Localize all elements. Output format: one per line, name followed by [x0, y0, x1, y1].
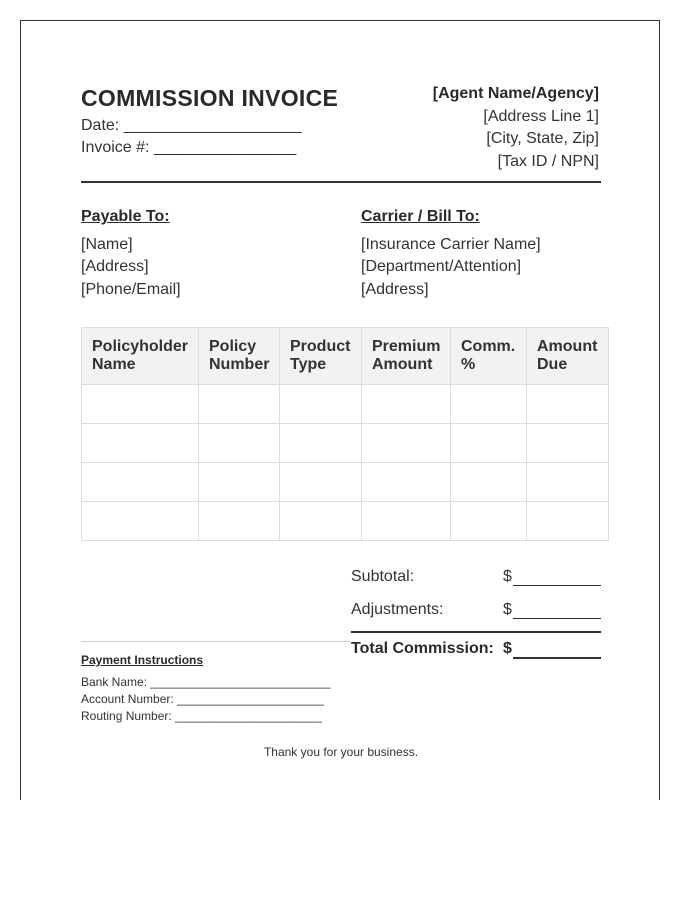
- table-row: [82, 385, 609, 424]
- payable-to-contact: [Phone/Email]: [81, 280, 181, 298]
- table-cell[interactable]: [82, 385, 199, 424]
- bank-name-line: Bank Name: ___________________________: [81, 675, 331, 689]
- table-cell[interactable]: [280, 502, 362, 541]
- total-commission-blank[interactable]: [513, 640, 601, 659]
- payable-to-block: [81, 206, 181, 301]
- agent-address: [Address Line 1]: [483, 107, 599, 125]
- table-row: [82, 502, 609, 541]
- totals-divider: [351, 631, 601, 633]
- table-cell[interactable]: [527, 463, 609, 502]
- account-number-line: Account Number: ______________________: [81, 692, 324, 706]
- table-cell[interactable]: [362, 424, 451, 463]
- agent-city-state-zip: [City, State, Zip]: [486, 130, 599, 147]
- header-policy-number: Policy Number: [199, 328, 280, 385]
- routing-number-line: Routing Number: ______________________: [81, 709, 322, 723]
- table-cell[interactable]: [199, 463, 280, 502]
- adjustments-blank[interactable]: [513, 601, 601, 619]
- adjustments-currency: $: [503, 601, 512, 618]
- subtotal-label: Subtotal:: [351, 568, 415, 585]
- payment-divider: [81, 641, 351, 642]
- commission-table: [81, 327, 609, 541]
- bill-to-block: [361, 206, 541, 301]
- subtotal-blank[interactable]: [513, 568, 601, 586]
- payment-instructions-heading: Payment Instructions: [81, 653, 204, 667]
- table-row: [82, 463, 609, 502]
- table-cell[interactable]: [362, 463, 451, 502]
- agent-block: [433, 83, 599, 173]
- bill-to-heading: Carrier / Bill To:: [361, 208, 480, 225]
- header-amount-due: Amount Due: [527, 328, 609, 385]
- table-cell[interactable]: [280, 424, 362, 463]
- table-cell[interactable]: [280, 463, 362, 502]
- header-policyholder-name: Policyholder Name: [82, 328, 199, 385]
- table-cell[interactable]: [82, 463, 199, 502]
- payable-to-name: [Name]: [81, 235, 133, 253]
- table-cell[interactable]: [362, 385, 451, 424]
- bill-to-carrier: [Insurance Carrier Name]: [361, 235, 541, 253]
- header-premium-amount: Premium Amount: [362, 328, 451, 385]
- total-commission-currency: $: [503, 640, 512, 657]
- table-cell[interactable]: [527, 385, 609, 424]
- bill-to-address: [Address]: [361, 280, 429, 298]
- thank-you-note: Thank you for your business.: [263, 745, 419, 759]
- bill-to-department: [Department/Attention]: [361, 258, 522, 275]
- invoice-page: [20, 20, 660, 800]
- table-cell[interactable]: [199, 424, 280, 463]
- table-header-row: [82, 328, 609, 385]
- header-comm-percent: Comm. %: [451, 328, 527, 385]
- table-cell[interactable]: [362, 502, 451, 541]
- table-cell[interactable]: [451, 463, 527, 502]
- payable-to-heading: Payable To:: [81, 208, 170, 225]
- table-cell[interactable]: [280, 385, 362, 424]
- table-cell[interactable]: [82, 424, 199, 463]
- adjustments-label: Adjustments:: [351, 601, 444, 618]
- table-cell[interactable]: [82, 502, 199, 541]
- table-cell[interactable]: [527, 502, 609, 541]
- invoice-number-line: Invoice #: ________________: [81, 139, 297, 156]
- header-divider: [81, 181, 601, 183]
- table-cell[interactable]: [199, 385, 280, 424]
- table-cell[interactable]: [199, 502, 280, 541]
- payable-to-address: [Address]: [81, 258, 149, 275]
- table-cell[interactable]: [527, 424, 609, 463]
- table-cell[interactable]: [451, 385, 527, 424]
- agent-tax-id: [Tax ID / NPN]: [497, 152, 599, 170]
- subtotal-currency: $: [503, 568, 512, 585]
- table-cell[interactable]: [451, 502, 527, 541]
- agent-name: [Agent Name/Agency]: [432, 85, 599, 102]
- table-cell[interactable]: [451, 424, 527, 463]
- date-line: Date: ____________________: [81, 117, 302, 134]
- table-row: [82, 424, 609, 463]
- page-title: COMMISSION INVOICE: [81, 85, 339, 111]
- header-product-type: Product Type: [280, 328, 362, 385]
- total-commission-label: Total Commission:: [351, 640, 494, 657]
